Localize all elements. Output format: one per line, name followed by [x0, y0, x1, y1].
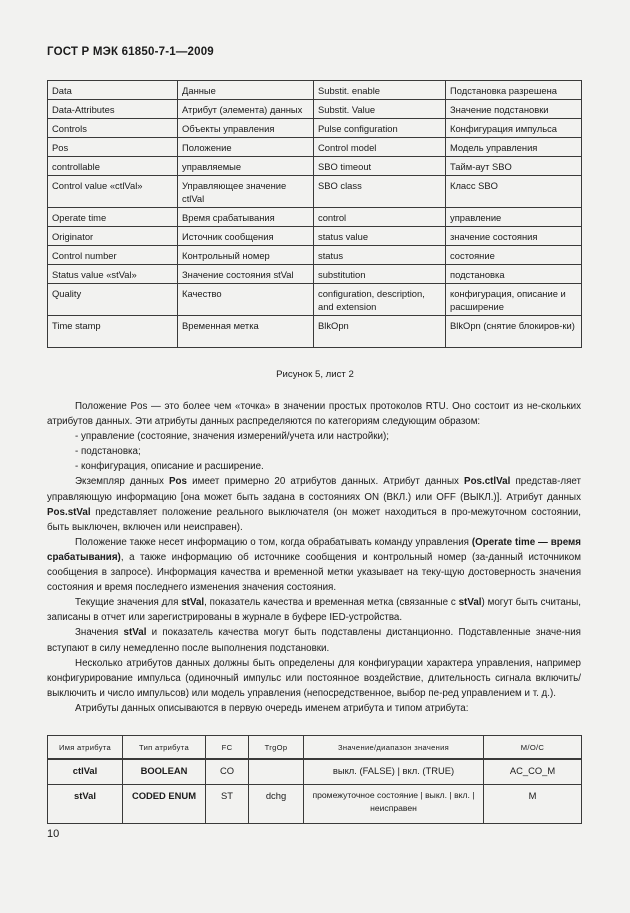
- trgop-cell: [249, 759, 304, 785]
- term-en-cell: Controls: [48, 119, 178, 138]
- term-ru-cell: Подстановка разрешена: [446, 81, 582, 100]
- table-row: [48, 265, 582, 284]
- term-ru-cell: Время срабатывания: [178, 208, 314, 227]
- term-ru-cell: состояние: [446, 246, 582, 265]
- term-ru-cell: управление: [446, 208, 582, 227]
- page-number: 10: [47, 828, 60, 840]
- list-item: - конфигурация, описание и расширение.: [75, 461, 264, 473]
- paragraph: Положение Pos — это более чем «точка» в значении простых протоколов RTU. Оно состоит из не-скольких атрибутов данных. Эти атрибуты данных распределяются по категориям следующим образом:: [47, 401, 581, 428]
- term-ru-cell: BlkOpn (снятие блокиров-ки): [446, 316, 582, 348]
- term-en-cell: configuration, description, and extension: [314, 284, 446, 316]
- value-range-cell: промежуточное состояние | выкл. | вкл. | неисправен: [304, 785, 484, 824]
- table-row: [48, 316, 582, 348]
- paragraph: Значения stVal и показатель качества могут быть подставлены дистанционно. Подставленные значе-ния вступают в силу немедленно после выполнения подстановки.: [47, 627, 581, 654]
- term-ru-cell: Управляющее значение ctlVal: [178, 176, 314, 208]
- body-text: [47, 399, 581, 716]
- table-row: [48, 759, 582, 785]
- term-ru-cell: Контрольный номер: [178, 246, 314, 265]
- term-en-cell: Substit. enable: [314, 81, 446, 100]
- term-ru-cell: Временная метка: [178, 316, 314, 348]
- table-row: [48, 246, 582, 265]
- paragraph: Текущие значения для stVal, показатель качества и временная метка (связанные с stVal) могут быть считаны, записаны в отчет или зарегистрированы в журнале в буфере IED-устройства.: [47, 597, 581, 624]
- paragraph: Несколько атрибутов данных должны быть определены для конфигурации характера управления, например конфигурирование импульса (одиночный импульс или постоянное воздействие, длительность сигнала включить/выключить и число импульсов) или модель управления (непосредственное, выбор пе-ред управлением и т. д.).: [47, 657, 581, 699]
- term-ru-cell: Значение состояния stVal: [178, 265, 314, 284]
- term-ru-cell: управляемые: [178, 157, 314, 176]
- moc-cell: AC_CO_M: [484, 759, 582, 785]
- table-row: [48, 208, 582, 227]
- term-en-cell: Operate time: [48, 208, 178, 227]
- term-en-cell: Quality: [48, 284, 178, 316]
- list-item: - подстановка;: [75, 446, 141, 458]
- term-en-cell: Status value «stVal»: [48, 265, 178, 284]
- term-ru-cell: Данные: [178, 81, 314, 100]
- value-range-cell: выкл. (FALSE) | вкл. (TRUE): [304, 759, 484, 785]
- term-ru-cell: Качество: [178, 284, 314, 316]
- attr-type-cell: BOOLEAN: [123, 759, 206, 785]
- term-en-cell: status value: [314, 227, 446, 246]
- fc-cell: CO: [206, 759, 249, 785]
- term-en-cell: Data: [48, 81, 178, 100]
- attr-name-cell: ctlVal: [48, 759, 123, 785]
- attr-name-cell: stVal: [48, 785, 123, 824]
- document-header: ГОСТ Р МЭК 61850-7-1—2009: [47, 46, 214, 58]
- col-header-attr-type: Тип атрибута: [123, 736, 206, 760]
- term-ru-cell: Положение: [178, 138, 314, 157]
- term-en-cell: Control model: [314, 138, 446, 157]
- col-header-moc: M/O/C: [484, 736, 582, 760]
- moc-cell: M: [484, 785, 582, 824]
- list-item: - управление (состояние, значения измерений/учета или настройки);: [75, 431, 389, 443]
- term-ru-cell: конфигурация, описание и расширение: [446, 284, 582, 316]
- term-en-cell: SBO timeout: [314, 157, 446, 176]
- figure-caption: Рисунок 5, лист 2: [276, 369, 354, 380]
- term-en-cell: Pulse configuration: [314, 119, 446, 138]
- table-row: [48, 100, 582, 119]
- paragraph: Атрибуты данных описываются в первую очередь именем атрибута и типом атрибута:: [75, 702, 469, 714]
- table-row: [48, 176, 582, 208]
- fc-cell: ST: [206, 785, 249, 824]
- term-ru-cell: значение состояния: [446, 227, 582, 246]
- term-en-cell: Time stamp: [48, 316, 178, 348]
- table-row: [48, 785, 582, 824]
- term-en-cell: status: [314, 246, 446, 265]
- term-en-cell: Data-Attributes: [48, 100, 178, 119]
- term-ru-cell: Класс SBO: [446, 176, 582, 208]
- term-en-cell: substitution: [314, 265, 446, 284]
- term-ru-cell: Тайм-аут SBO: [446, 157, 582, 176]
- term-ru-cell: Объекты управления: [178, 119, 314, 138]
- paragraph: Экземпляр данных Pos имеет примерно 20 атрибутов данных. Атрибут данных Pos.ctlVal представ-ляет управляющую информацию [она может быть задана в состояниях ON (ВКЛ.) или OFF (ВЫКЛ.)]. Атрибут данных Pos.stVal представляет положение реального выключателя (он может находиться в про-межуточном состоянии, быть выключен, включен или неисправен).: [47, 476, 581, 533]
- term-ru-cell: Атрибут (элемента) данных: [178, 100, 314, 119]
- col-header-attr-name: Имя атрибута: [48, 736, 123, 760]
- paragraph: Положение также несет информацию о том, когда обрабатывать команду управления (Operate time — время срабатывания), а также информацию об источнике сообщения и контрольный номер (за-данный источником сообщения в запросе). Информация качества и временной метки указывает на теку-щую достоверность значения состояния и время последнего изменения значения состояния.: [47, 536, 581, 594]
- term-en-cell: Originator: [48, 227, 178, 246]
- col-header-fc: FC: [206, 736, 249, 760]
- col-header-value-range: Значение/диапазон значения: [304, 736, 484, 760]
- table-row: [48, 227, 582, 246]
- table-row: [48, 81, 582, 100]
- term-en-cell: BlkOpn: [314, 316, 446, 348]
- term-en-cell: controllable: [48, 157, 178, 176]
- table-row: [48, 284, 582, 316]
- attr-type-cell: CODED ENUM: [123, 785, 206, 824]
- term-en-cell: Pos: [48, 138, 178, 157]
- table-row: [48, 138, 582, 157]
- table-row: [48, 157, 582, 176]
- attribute-table: [47, 735, 582, 824]
- trgop-cell: dchg: [249, 785, 304, 824]
- term-ru-cell: Значение подстановки: [446, 100, 582, 119]
- term-en-cell: SBO class: [314, 176, 446, 208]
- term-en-cell: Control number: [48, 246, 178, 265]
- table-row: [48, 119, 582, 138]
- term-ru-cell: подстановка: [446, 265, 582, 284]
- term-ru-cell: Конфигурация импульса: [446, 119, 582, 138]
- term-en-cell: control: [314, 208, 446, 227]
- term-ru-cell: Модель управления: [446, 138, 582, 157]
- col-header-trgop: TrgOp: [249, 736, 304, 760]
- term-en-cell: Substit. Value: [314, 100, 446, 119]
- term-ru-cell: Источник сообщения: [178, 227, 314, 246]
- term-en-cell: Control value «ctlVal»: [48, 176, 178, 208]
- glossary-table: [47, 80, 582, 348]
